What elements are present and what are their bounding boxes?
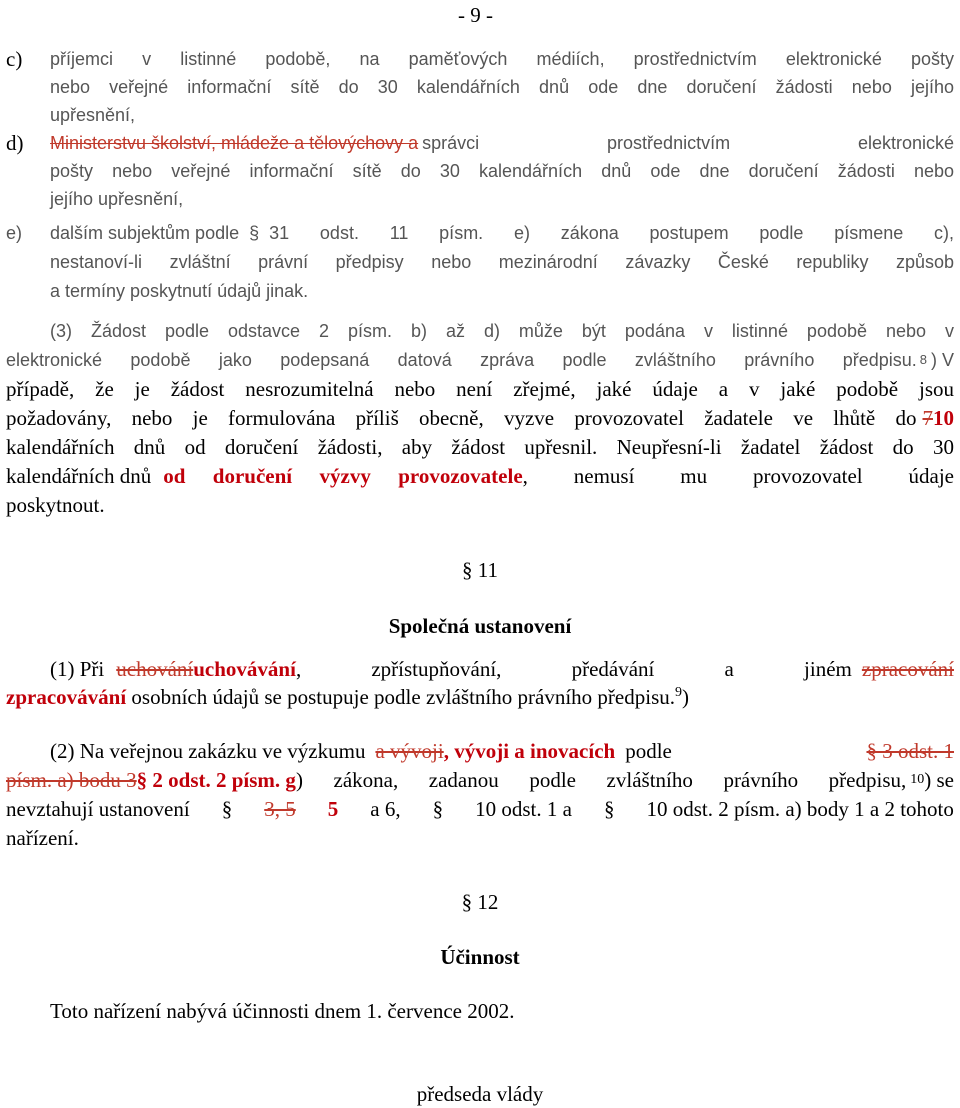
signature-line: předseda vlády [416, 1082, 544, 1106]
item-text: a termíny poskytnutí údajů jinak. [50, 281, 309, 301]
section-11-title: Společná ustanovení [388, 614, 572, 638]
footnote-ref-10[interactable]: 10 [910, 772, 925, 787]
paragraph-text: požadovány, nebo je formulována příliš obecně, vyzve provozovatel žadatele ve lhůtě do [6, 406, 917, 430]
deleted-text: 3, 5 [264, 797, 296, 821]
paragraph-line [6, 347, 954, 373]
inserted-text: od doručení výzvy provozovatele [163, 464, 523, 488]
item-text: příjemci v listinné podobě, na paměťových médiích, prostřednictvím elektronické pošty [50, 49, 954, 69]
item-text-rest: správci prostřednictvím elektronické [422, 133, 954, 153]
inserted-text: zpracovávání [6, 685, 127, 709]
paragraph-line [50, 656, 954, 682]
paragraph-line [6, 684, 689, 710]
paragraph-text: , zpřístupňování, předávání a jiném [295, 657, 852, 681]
section-sign: § [221, 797, 233, 821]
deleted-text: uchování [116, 657, 194, 681]
paragraph-line: poskytnout. [6, 493, 105, 517]
paragraph-line [6, 405, 954, 431]
paragraph-line [50, 738, 954, 764]
footnote-ref-9[interactable]: 9 [675, 685, 682, 700]
inserted-text: uchovávání [193, 657, 296, 681]
paragraph-text: , nemusí mu provozovatel údaje [522, 464, 954, 488]
paragraph-text: elektronické podobě jako podepsaná datová zpráva podle zvláštního právního předpisu. [6, 350, 917, 370]
deleted-text: a vývoji [375, 739, 444, 763]
item-text [50, 220, 954, 246]
section-11-heading: § 11 [462, 558, 498, 582]
page-number: - 9 - [458, 3, 493, 27]
section-sign: § [603, 797, 615, 821]
section-sign: § [432, 797, 444, 821]
item-label: e) [6, 223, 23, 243]
paragraph-text: ) V [930, 350, 954, 370]
section-sign: § [249, 223, 260, 243]
deleted-text: 7 [922, 406, 933, 430]
inserted-text: 5 [327, 797, 339, 821]
paragraph-line: (3) Žádost podle odstavce 2 písm. b) až d) může být podána v listinné podobě nebo v [50, 321, 954, 341]
section-12-title: Účinnost [440, 945, 520, 969]
deleted-text: zpracování [861, 657, 954, 681]
section-12-heading: § 12 [461, 890, 499, 914]
paragraph-line [6, 767, 954, 793]
paragraph-text: ) [682, 685, 689, 709]
paragraph-text: podle [625, 739, 672, 763]
paragraph-line [6, 796, 954, 822]
deleted-text: § 3 odst. 1 [866, 739, 954, 763]
paragraph-text: ) se [924, 768, 954, 792]
footnote-ref-8[interactable]: 8 [919, 352, 927, 367]
item-text [50, 130, 954, 156]
item-text: nestanoví-li zvláštní právní předpisy nebo mezinárodní závazky České republiky způsob [50, 252, 954, 272]
paragraph-line: Toto nařízení nabývá účinnosti dnem 1. července 2002. [50, 999, 515, 1023]
paragraph-text: 10 odst. 1 a [475, 797, 572, 821]
paragraph-text: ) zákona, zadanou podle zvláštního právního předpisu, [295, 768, 907, 792]
inserted-text: , vývoji a inovacích [443, 739, 616, 763]
item-text: nebo veřejné informační sítě do 30 kalendářních dnů ode dne doručení žádosti nebo jejího [50, 77, 954, 97]
paragraph-line: kalendářních dnů od doručení žádosti, aby žádost upřesnil. Neupřesní-li žadatel žádost do 30 [6, 435, 954, 459]
paragraph-text: osobních údajů se postupuje podle zvláštního právního předpisu. [131, 685, 675, 709]
item-label: d) [6, 131, 24, 155]
paragraph-text: a 6, [370, 797, 401, 821]
inserted-text: 10 [933, 406, 954, 430]
inserted-text: § 2 odst. 2 písm. g [136, 768, 296, 792]
paragraph-line: případě, že je žádost nesrozumitelná nebo není zřejmé, jaké údaje a v jaké podobě jsou [6, 377, 954, 401]
paragraph-text: 10 odst. 2 písm. a) body 1 a 2 tohoto [646, 797, 954, 821]
deleted-text: písm. a) bodu 3 [6, 768, 137, 792]
item-text-part: 31 odst. 11 písm. e) zákona postupem podle písmene c), [269, 223, 954, 243]
paragraph-text: (1) Při [50, 657, 105, 681]
item-text: jejího upřesnění, [50, 189, 184, 209]
item-text-part: dalším subjektům podle [50, 223, 240, 243]
item-text: upřesnění, [50, 105, 136, 125]
paragraph-line: nařízení. [6, 826, 79, 850]
paragraph-text: (2) Na veřejnou zakázku ve výzkumu [50, 739, 366, 763]
deleted-text: Ministerstvu školství, mládeže a tělovýchovy a [50, 133, 419, 153]
paragraph-text: nevztahují ustanovení [6, 797, 190, 821]
paragraph-line [6, 463, 954, 489]
paragraph-text: kalendářních dnů [6, 464, 152, 488]
item-label: c) [6, 47, 23, 71]
item-text: pošty nebo veřejné informační sítě do 30 kalendářních dnů ode dne doručení žádosti nebo [50, 161, 954, 181]
